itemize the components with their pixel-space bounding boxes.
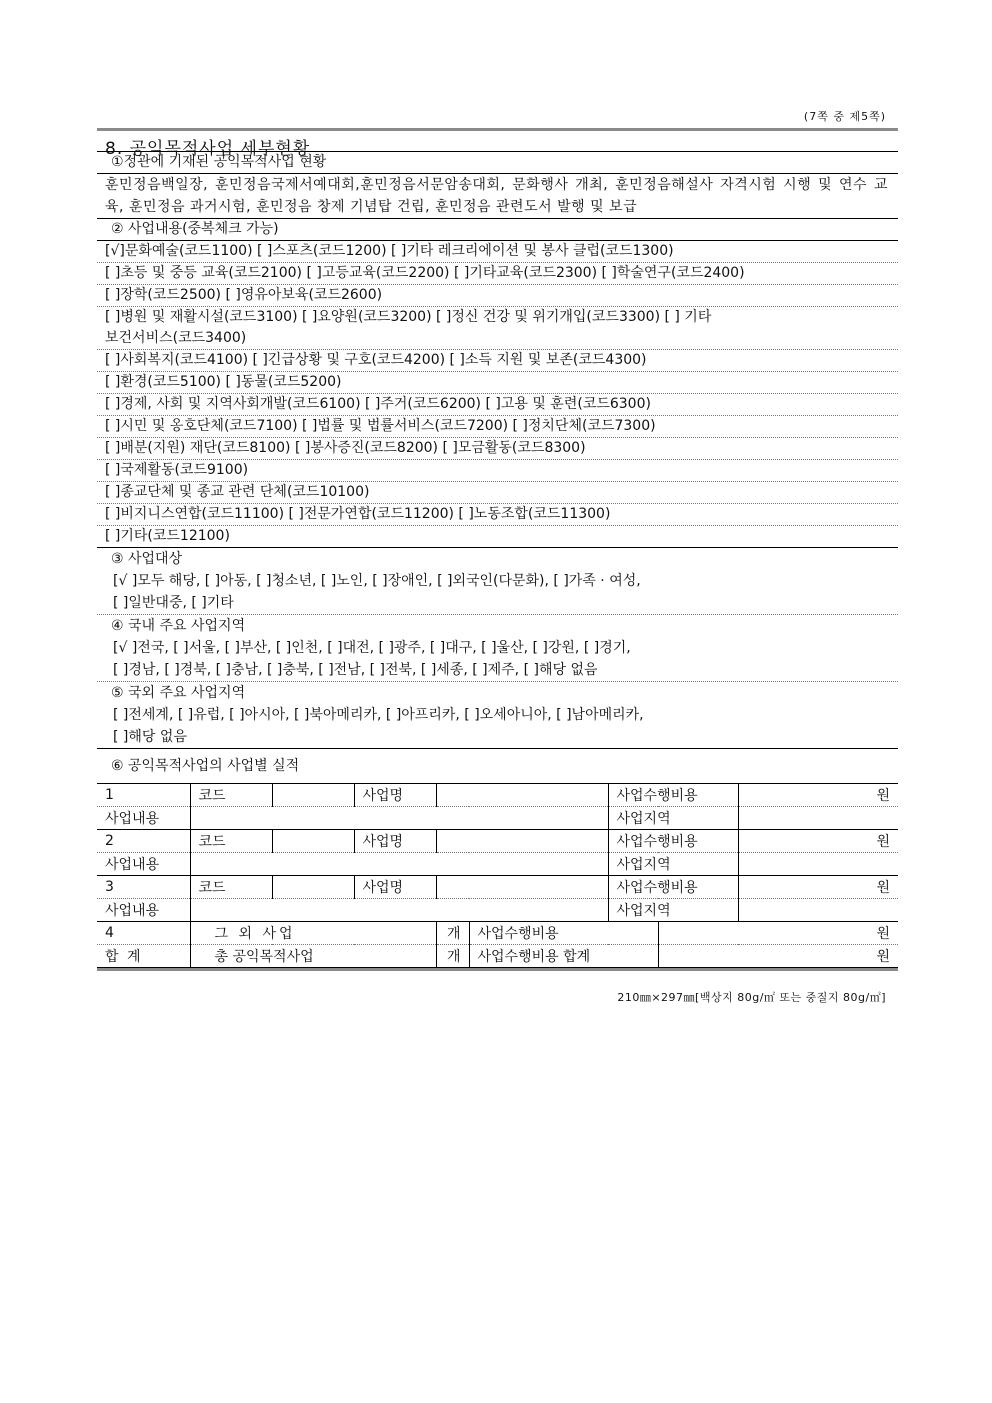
region-label: 사업지역 (608, 853, 738, 876)
business-line-9[interactable]: [ ]배분(지원) 재단(코드8100) [ ]봉사증진(코드8200) [ ]모금활동(코드8300) (97, 438, 898, 460)
name-input[interactable] (436, 784, 608, 807)
name-input[interactable] (436, 830, 608, 853)
project-2-content-row (97, 853, 898, 876)
bottom-rule (97, 968, 898, 971)
total-cost-input[interactable]: 원 (658, 945, 898, 968)
business-line-13[interactable]: [ ]기타(코드12100) (97, 526, 898, 548)
cost-input[interactable]: 원 (738, 830, 898, 853)
business-line-7[interactable]: [ ]경제, 사회 및 지역사회개발(코드6100) [ ]주거(코드6200) [ ]고용 및 훈련(코드6300) (97, 394, 898, 416)
s2-heading: ② 사업내용(중복체크 가능) (97, 219, 898, 241)
name-label: 사업명 (354, 784, 436, 807)
cost-label: 사업수행비용 (608, 830, 738, 853)
target-line-1[interactable]: [√ ]모두 해당, [ ]아동, [ ]청소년, [ ]노인, [ ]장애인, [ ]외국인(다문화), [ ]가족 · 여성, (113, 573, 641, 589)
business-line-6[interactable]: [ ]환경(코드5100) [ ]동물(코드5200) (97, 372, 898, 394)
s5-heading: ⑤ 국외 주요 사업지역 (111, 685, 246, 701)
s3-heading: ③ 사업대상 (111, 551, 183, 567)
code-label: 코드 (190, 830, 272, 853)
region-label: 사업지역 (608, 807, 738, 830)
region-input[interactable] (738, 853, 898, 876)
code-input[interactable] (272, 784, 354, 807)
content-label: 사업내용 (97, 899, 190, 922)
section-title: 8. 공익목적사업 세부현황 (97, 131, 898, 152)
total-count-unit[interactable]: 개 (436, 945, 469, 968)
total-desc: 총 공익목적사업 (190, 945, 436, 968)
code-input[interactable] (272, 876, 354, 899)
overseas-line-2[interactable]: [ ]해당 없음 (97, 726, 898, 749)
other-cost-input[interactable]: 원 (658, 922, 898, 945)
project-number: 2 (97, 830, 190, 853)
cost-input[interactable]: 원 (738, 784, 898, 807)
project-3-content-row (97, 899, 898, 922)
project-1-row (97, 784, 898, 807)
region-label: 사업지역 (608, 899, 738, 922)
project-1-content-row (97, 807, 898, 830)
s4-heading: ④ 국내 주요 사업지역 (111, 618, 246, 634)
business-line-3[interactable]: [ ]장학(코드2500) [ ]영유아보육(코드2600) (97, 285, 898, 307)
total-row (97, 945, 898, 968)
other-cost-label: 사업수행비용 (469, 922, 658, 945)
total-label: 합 계 (97, 945, 190, 968)
page-indicator: (7쪽 중 제5쪽) (803, 110, 886, 123)
other-count-unit[interactable]: 개 (436, 922, 469, 945)
business-line-10[interactable]: [ ]국제활동(코드9100) (97, 460, 898, 482)
name-label: 사업명 (354, 830, 436, 853)
content-input[interactable] (190, 853, 608, 876)
s1-text: 훈민정음백일장, 훈민정음국제서예대회,훈민정음서문암송대회, 문화행사 개최, 훈민정음해설사 자격시험 시행 및 연수 교육, 훈민정음 과거시험, 훈민정음 창제 기념탑 건립, 훈민정음 관련도서 발행 및 보급 (97, 174, 898, 219)
target-line-2[interactable]: [ ]일반대중, [ ]기타 (97, 592, 898, 615)
business-line-2[interactable]: [ ]초등 및 중등 교육(코드2100) [ ]고등교육(코드2200) [ ]기타교육(코드2300) [ ]학술연구(코드2400) (97, 263, 898, 285)
region-input[interactable] (738, 807, 898, 830)
region-input[interactable] (738, 899, 898, 922)
business-line-5[interactable]: [ ]사회복지(코드4100) [ ]긴급상황 및 구호(코드4200) [ ]소득 지원 및 보존(코드4300) (97, 350, 898, 372)
cost-input[interactable]: 원 (738, 876, 898, 899)
business-line-1[interactable]: [√]문화예술(코드1100) [ ]스포츠(코드1200) [ ]기타 레크리에이션 및 봉사 클럽(코드1300) (97, 241, 898, 263)
name-label: 사업명 (354, 876, 436, 899)
performance-table (97, 784, 898, 968)
cost-label: 사업수행비용 (608, 784, 738, 807)
s6-heading: ⑥ 공익목적사업의 사업별 실적 (97, 749, 898, 784)
content-label: 사업내용 (97, 807, 190, 830)
project-3-row (97, 876, 898, 899)
business-line-12[interactable]: [ ]비지니스연합(코드11100) [ ]전문가연합(코드11200) [ ]노동조합(코드11300) (97, 504, 898, 526)
other-number: 4 (97, 922, 190, 945)
total-cost-label: 사업수행비용 합계 (469, 945, 658, 968)
project-number: 3 (97, 876, 190, 899)
project-number: 1 (97, 784, 190, 807)
code-label: 코드 (190, 876, 272, 899)
business-line-8[interactable]: [ ]시민 및 옹호단체(코드7100) [ ]법률 및 법률서비스(코드7200) [ ]정치단체(코드7300) (97, 416, 898, 438)
overseas-line-1[interactable]: [ ]전세계, [ ]유럽, [ ]아시아, [ ]북아메리카, [ ]아프리카, [ ]오세아니아, [ ]남아메리카, (113, 707, 644, 723)
paper-spec: 210㎜×297㎜[백상지 80g/㎡ 또는 중질지 80g/㎡] (617, 991, 886, 1004)
business-line-11[interactable]: [ ]종교단체 및 종교 관련 단체(코드10100) (97, 482, 898, 504)
domestic-line-1[interactable]: [√ ]전국, [ ]서울, [ ]부산, [ ]인천, [ ]대전, [ ]광주, [ ]대구, [ ]울산, [ ]강원, [ ]경기, (113, 640, 631, 656)
form-sheet (97, 128, 898, 971)
domestic-line-2[interactable]: [ ]경남, [ ]경북, [ ]충남, [ ]충북, [ ]전남, [ ]전북, [ ]세종, [ ]제주, [ ]해당 없음 (97, 659, 898, 682)
other-projects-row (97, 922, 898, 945)
content-input[interactable] (190, 899, 608, 922)
cost-label: 사업수행비용 (608, 876, 738, 899)
business-line-4[interactable]: [ ]병원 및 재활시설(코드3100) [ ]요양원(코드3200) [ ]정신 건강 및 위기개입(코드3300) [ ] 기타 (105, 309, 712, 325)
s1-heading: ①정관에 기재된 공익목적사업 현황 (97, 152, 898, 174)
name-input[interactable] (436, 876, 608, 899)
other-label: 그 외 사업 (190, 922, 436, 945)
content-input[interactable] (190, 807, 608, 830)
project-2-row (97, 830, 898, 853)
code-label: 코드 (190, 784, 272, 807)
code-input[interactable] (272, 830, 354, 853)
business-line-4b: 보건서비스(코드3400) (97, 328, 898, 350)
content-label: 사업내용 (97, 853, 190, 876)
